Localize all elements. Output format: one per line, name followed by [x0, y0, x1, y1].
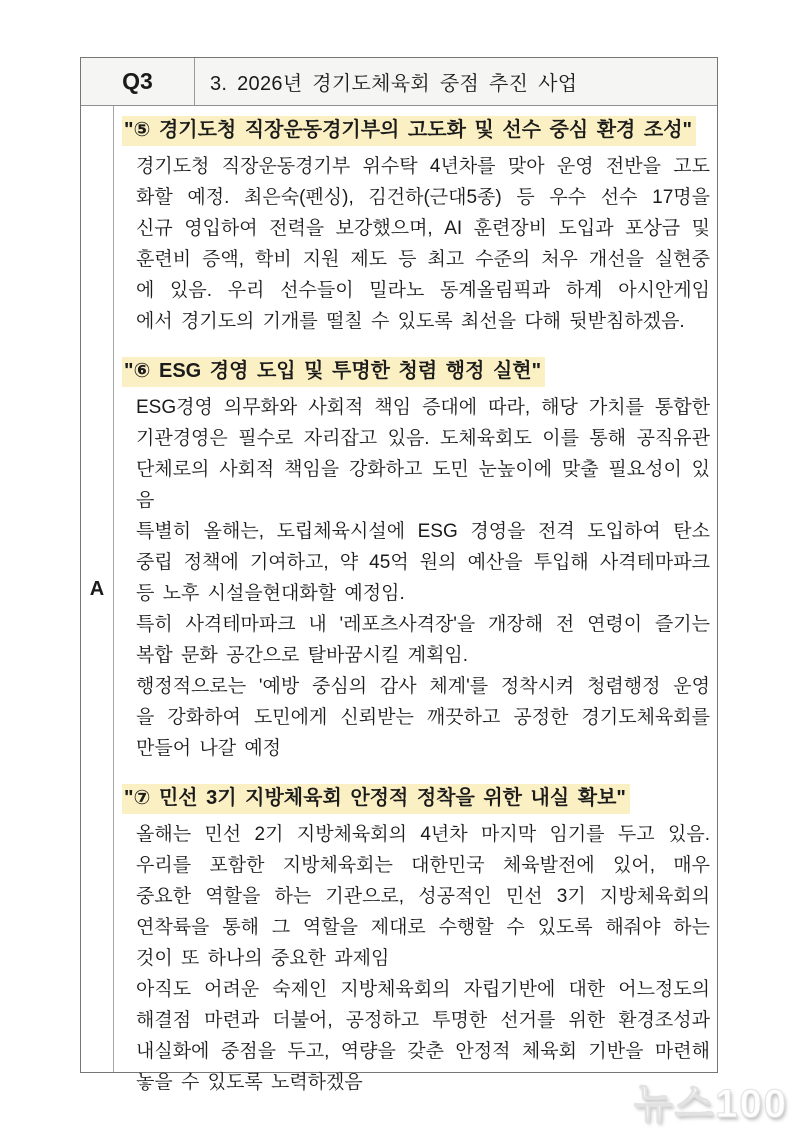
section-body [122, 392, 710, 764]
body-line: 에 있음. 우리 선수들이 밀라노 동계올림픽과 하계 아시안게임 [136, 280, 710, 301]
body-line: 특히 사격테마파크 내 '레포츠사격장'을 개장해 전 연령이 즐기는 [136, 614, 710, 635]
body-line: 올해는 민선 2기 지방체육회의 4년차 마지막 임기를 두고 있음. [136, 824, 710, 845]
body-line: 을 강화하여 도민에게 신뢰받는 깨끗하고 공정한 경기도체육회를 [136, 707, 710, 728]
answer-section [122, 357, 710, 764]
section-heading: "⑤ 경기도청 직장운동경기부의 고도화 및 선수 중심 환경 조성" [122, 116, 696, 146]
question-row [81, 58, 717, 106]
body-line: 해결점 마련과 더불어, 공정하고 투명한 선거를 위한 환경조성과 [136, 1010, 710, 1031]
body-line: 놓을 수 있도록 노력하겠음 [136, 1072, 363, 1093]
question-label: Q3 [81, 58, 195, 105]
body-line: 중립 정책에 기여하고, 약 45억 원의 예산을 투입해 사격테마파크 [136, 552, 710, 573]
body-line: 특별히 올해는, 도립체육시설에 ESG 경영을 전격 도입하여 탄소 [136, 521, 710, 542]
body-line: 화할 예정. 최은숙(펜싱), 김건하(근대5종) 등 우수 선수 17명을 [136, 187, 710, 208]
body-line: 아직도 어려운 숙제인 지방체육회의 자립기반에 대한 어느정도의 [136, 979, 710, 1000]
body-line: 것이 또 하나의 중요한 과제임 [136, 948, 390, 969]
news100-watermark: 뉴스100 [633, 1082, 788, 1126]
body-line: 신규 영입하여 전력을 보강했으며, AI 훈련장비 도입과 포상금 및 [136, 218, 710, 239]
section-body [122, 819, 710, 1098]
body-line: 행정적으로는 '예방 중심의 감사 체계'를 정착시켜 청렴행정 운영 [136, 676, 710, 697]
answer-row [81, 106, 717, 1093]
paragraph [122, 609, 710, 671]
section-body [122, 151, 710, 337]
body-line: 복합 문화 공간으로 탈바꿈시킬 계획임. [136, 645, 469, 666]
body-line: 훈련비 증액, 학비 지원 제도 등 최고 수준의 처우 개선을 실현중 [136, 249, 710, 270]
section-heading: "⑥ ESG 경영 도입 및 투명한 청렴 행정 실현" [122, 357, 545, 387]
paragraph [122, 819, 710, 974]
body-line: 내실화에 중점을 두고, 역량을 갖춘 안정적 체육회 기반을 마련해 [136, 1041, 710, 1062]
qa-table [80, 57, 718, 1093]
paragraph [122, 151, 710, 337]
answer-content [114, 106, 717, 1093]
body-line: 우리를 포함한 지방체육회는 대한민국 체육발전에 있어, 매우 [136, 855, 710, 876]
body-line: 연착륙을 통해 그 역할을 제대로 수행할 수 있도록 해줘야 하는 [136, 917, 710, 938]
paragraph [122, 392, 710, 609]
section-heading: "⑦ 민선 3기 지방체육회 안정적 정착을 위한 내실 확보" [122, 784, 630, 814]
body-line: 경기도청 직장운동경기부 위수탁 4년차를 맞아 운영 전반을 고도 [136, 156, 710, 177]
paragraph [122, 974, 710, 1098]
body-line: 기관경영은 필수로 자리잡고 있음. 도체육회도 이를 통해 공직유관 [136, 428, 710, 449]
answer-label: A [81, 106, 114, 1072]
paragraph [122, 671, 710, 764]
answer-section [122, 784, 710, 1098]
body-line: 단체로의 사회적 책임을 강화하고 도민 눈높이에 맞출 필요성이 있음 [136, 459, 710, 511]
answer-section [122, 116, 710, 337]
body-line: 중요한 역할을 하는 기관으로, 성공적인 민선 3기 지방체육회의 [136, 886, 710, 907]
body-line: ESG경영 의무화와 사회적 책임 증대에 따라, 해당 가치를 통합한 [136, 397, 710, 418]
question-title: 3. 2026년 경기도체육회 중점 추진 사업 [210, 73, 578, 95]
body-line: 만들어 나갈 예정 [136, 738, 282, 759]
body-line: 에서 경기도의 기개를 떨칠 수 있도록 최선을 다해 뒷받침하겠음. [136, 311, 685, 332]
body-line: 등 노후 시설을현대화할 예정임. [136, 583, 405, 604]
